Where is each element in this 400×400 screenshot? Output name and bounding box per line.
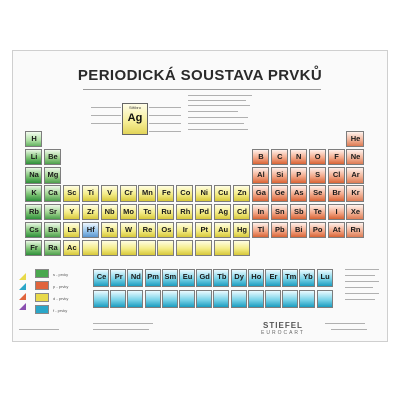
actinide-cell — [145, 290, 161, 308]
element-symbol: Na — [29, 170, 39, 180]
element-symbol: B — [258, 152, 264, 162]
element-cell — [328, 204, 345, 220]
element-cell — [138, 204, 155, 220]
element-cell — [346, 131, 363, 147]
element-cell — [346, 149, 363, 165]
element-cell — [214, 185, 231, 201]
element-symbol: O — [314, 152, 321, 162]
element-cell — [346, 185, 363, 201]
element-symbol: Mn — [142, 188, 153, 198]
element-symbol: Rn — [350, 224, 361, 234]
footer-text-line — [93, 323, 153, 324]
element-cell — [157, 204, 174, 220]
element-cell — [309, 204, 326, 220]
element-symbol: Al — [257, 170, 265, 180]
element-symbol: Rb — [29, 206, 40, 216]
info-text-line — [188, 117, 248, 118]
lanthanide-cell — [213, 269, 229, 287]
element-symbol: Lu — [320, 272, 330, 281]
element-symbol: Hf — [86, 224, 95, 234]
note-line — [345, 275, 375, 276]
lanthanide-cell — [179, 269, 195, 287]
element-symbol: Sr — [48, 206, 57, 216]
element-cell — [44, 204, 61, 220]
element-cell — [157, 240, 174, 256]
element-cell — [120, 240, 137, 256]
element-cell — [252, 149, 269, 165]
element-symbol: K — [31, 188, 37, 198]
element-cell — [233, 222, 250, 238]
element-symbol: Rh — [180, 206, 191, 216]
element-symbol: Ce — [96, 272, 107, 281]
element-symbol: La — [67, 224, 77, 234]
element-cell — [271, 185, 288, 201]
footer-text-line — [325, 323, 365, 324]
header-divider — [83, 89, 321, 90]
legend-triangle — [19, 273, 26, 280]
element-symbol: Nb — [104, 206, 115, 216]
element-symbol: Xe — [350, 206, 361, 216]
element-symbol: Ni — [200, 188, 208, 198]
element-symbol: Tm — [285, 272, 297, 281]
lanthanide-cell — [145, 269, 161, 287]
element-symbol: F — [334, 152, 339, 162]
element-symbol: Mg — [47, 170, 59, 180]
lanthanide-cell — [265, 269, 281, 287]
info-text-line — [188, 129, 248, 130]
info-text-line — [188, 95, 252, 96]
element-cell — [25, 185, 42, 201]
element-symbol: Se — [313, 188, 323, 198]
actinide-cell — [127, 290, 143, 308]
element-symbol: Mo — [123, 206, 134, 216]
element-cell — [290, 167, 307, 183]
element-cell — [233, 185, 250, 201]
element-symbol: In — [257, 206, 265, 216]
poster-title: PERIODICKÁ SOUSTAVA PRVKŮ — [77, 67, 323, 84]
element-symbol: V — [107, 188, 113, 198]
element-cell — [25, 240, 42, 256]
info-text-line — [188, 105, 250, 106]
legend-swatch — [35, 305, 49, 314]
element-cell — [252, 185, 269, 201]
element-cell — [328, 167, 345, 183]
element-cell — [25, 149, 42, 165]
annotation-line — [149, 131, 181, 132]
element-cell — [233, 240, 250, 256]
legend-triangle — [19, 303, 26, 310]
element-cell — [328, 149, 345, 165]
element-symbol: Re — [142, 224, 153, 234]
featured-element-symbol: Ag — [127, 112, 143, 124]
element-cell — [271, 222, 288, 238]
element-symbol: Ca — [48, 188, 58, 198]
element-cell — [195, 222, 212, 238]
element-cell — [25, 204, 42, 220]
info-text-line — [188, 100, 246, 101]
element-symbol: Pm — [147, 272, 159, 281]
lanthanide-cell — [162, 269, 178, 287]
element-symbol: Ga — [255, 188, 266, 198]
element-cell — [138, 222, 155, 238]
element-cell — [290, 222, 307, 238]
legend-swatch — [35, 269, 49, 278]
element-symbol: Br — [332, 188, 341, 198]
element-symbol: Y — [69, 206, 75, 216]
element-cell — [176, 222, 193, 238]
annotation-line — [91, 123, 121, 124]
element-symbol: Pd — [199, 206, 209, 216]
element-symbol: Cl — [332, 170, 341, 180]
element-cell — [101, 222, 118, 238]
element-symbol: Tl — [257, 224, 265, 234]
element-symbol: Sm — [164, 272, 177, 281]
element-cell — [63, 185, 80, 201]
element-cell — [328, 185, 345, 201]
element-symbol: Fr — [30, 242, 38, 252]
element-cell — [101, 240, 118, 256]
element-symbol: Cu — [218, 188, 229, 198]
annotation-line — [91, 115, 121, 116]
element-symbol: Ru — [161, 206, 172, 216]
actinide-cell — [231, 290, 247, 308]
element-symbol: Er — [269, 272, 278, 281]
element-symbol: Cd — [237, 206, 248, 216]
element-symbol: Ag — [218, 206, 229, 216]
element-cell — [44, 222, 61, 238]
element-symbol: N — [296, 152, 302, 162]
element-symbol: Cs — [29, 224, 39, 234]
element-symbol: Ac — [67, 242, 77, 252]
element-symbol: Au — [218, 224, 229, 234]
actinide-cell — [162, 290, 178, 308]
lanthanide-cell — [196, 269, 212, 287]
footer-text-line — [93, 329, 149, 330]
actinide-cell — [248, 290, 264, 308]
element-symbol: Dy — [234, 272, 244, 281]
element-symbol: Pr — [114, 272, 123, 281]
element-symbol: Ir — [182, 224, 188, 234]
legend-swatch — [35, 293, 49, 302]
element-cell — [309, 149, 326, 165]
element-cell — [252, 204, 269, 220]
note-line — [345, 281, 379, 282]
element-symbol: Co — [180, 188, 191, 198]
note-line — [345, 293, 379, 294]
element-symbol: Tb — [217, 272, 227, 281]
actinide-cell — [213, 290, 229, 308]
element-symbol: P — [296, 170, 302, 180]
element-cell — [44, 185, 61, 201]
element-cell — [82, 204, 99, 220]
element-symbol: C — [277, 152, 283, 162]
element-cell — [271, 149, 288, 165]
element-cell — [252, 222, 269, 238]
element-symbol: Ge — [274, 188, 285, 198]
element-cell — [63, 204, 80, 220]
element-symbol: W — [125, 224, 133, 234]
element-symbol: Pt — [200, 224, 208, 234]
element-cell — [25, 131, 42, 147]
element-cell — [157, 222, 174, 238]
element-cell — [290, 204, 307, 220]
legend-triangle — [19, 293, 26, 300]
element-cell — [44, 149, 61, 165]
element-symbol: I — [335, 206, 338, 216]
element-cell — [233, 204, 250, 220]
actinide-cell — [110, 290, 126, 308]
lanthanide-cell — [317, 269, 333, 287]
element-cell — [290, 149, 307, 165]
element-symbol: Os — [161, 224, 172, 234]
element-cell — [309, 185, 326, 201]
publisher-logo-top: STIEFEL — [263, 321, 303, 330]
legend-label: s - prvky — [53, 272, 69, 277]
element-cell — [346, 222, 363, 238]
actinide-cell — [317, 290, 333, 308]
annotation-line — [149, 115, 181, 116]
element-cell — [82, 240, 99, 256]
featured-element-card — [122, 103, 148, 135]
info-text-line — [188, 111, 238, 112]
actinide-cell — [299, 290, 315, 308]
periodic-table-poster — [12, 50, 388, 342]
annotation-line — [149, 107, 181, 108]
element-symbol: Sc — [67, 188, 77, 198]
element-symbol: Si — [276, 170, 284, 180]
element-symbol: Gd — [199, 272, 210, 281]
element-symbol: Pb — [275, 224, 285, 234]
element-symbol: Bi — [295, 224, 303, 234]
element-cell — [101, 204, 118, 220]
lanthanide-cell — [299, 269, 315, 287]
publisher-logo-bottom: EUROCART — [261, 330, 305, 336]
element-cell — [290, 185, 307, 201]
lanthanide-cell — [127, 269, 143, 287]
element-cell — [346, 204, 363, 220]
element-cell — [82, 185, 99, 201]
element-symbol: Nd — [130, 272, 141, 281]
element-cell — [195, 240, 212, 256]
element-symbol: Po — [312, 224, 323, 234]
element-symbol: Ti — [87, 188, 94, 198]
element-symbol: Yb — [303, 272, 313, 281]
legend-triangle — [19, 283, 26, 290]
element-cell — [138, 185, 155, 201]
lanthanide-cell — [93, 269, 109, 287]
element-cell — [176, 185, 193, 201]
annotation-line — [91, 107, 121, 108]
element-symbol: Be — [48, 152, 58, 162]
lanthanide-cell — [248, 269, 264, 287]
element-symbol: Sb — [293, 206, 304, 216]
element-symbol: At — [332, 224, 341, 234]
element-symbol: Ra — [48, 242, 58, 252]
element-symbol: Ho — [251, 272, 262, 281]
element-cell — [138, 240, 155, 256]
element-cell — [195, 185, 212, 201]
element-cell — [157, 185, 174, 201]
element-symbol: Tc — [143, 206, 152, 216]
lanthanide-cell — [110, 269, 126, 287]
element-symbol: H — [31, 134, 37, 143]
actinide-cell — [196, 290, 212, 308]
element-cell — [120, 185, 137, 201]
element-cell — [309, 167, 326, 183]
element-cell — [309, 222, 326, 238]
publisher-logo — [253, 321, 313, 337]
element-symbol: Fe — [162, 188, 171, 198]
element-symbol: Ne — [350, 152, 361, 162]
element-cell — [271, 167, 288, 183]
element-cell — [214, 222, 231, 238]
element-symbol: S — [315, 170, 321, 180]
element-cell — [346, 167, 363, 183]
element-cell — [120, 222, 137, 238]
note-line — [345, 269, 379, 270]
element-cell — [25, 167, 42, 183]
element-symbol: Sn — [275, 206, 285, 216]
element-symbol: Ba — [48, 224, 58, 234]
element-cell — [195, 204, 212, 220]
element-cell — [214, 204, 231, 220]
lanthanide-cell — [231, 269, 247, 287]
element-symbol: Zn — [237, 188, 247, 198]
actinide-cell — [282, 290, 298, 308]
element-symbol: Eu — [182, 272, 193, 281]
element-symbol: Hg — [237, 224, 248, 234]
legend-label: p - prvky — [53, 284, 69, 289]
element-cell — [63, 222, 80, 238]
element-cell — [328, 222, 345, 238]
element-symbol: Cr — [124, 188, 133, 198]
element-cell — [25, 222, 42, 238]
legend-swatch — [35, 281, 49, 290]
featured-element-name: Stříbro — [128, 105, 141, 110]
element-symbol: Ar — [351, 170, 360, 180]
actinide-cell — [265, 290, 281, 308]
element-cell — [120, 204, 137, 220]
element-cell — [63, 240, 80, 256]
element-symbol: As — [293, 188, 304, 198]
actinide-cell — [179, 290, 195, 308]
element-cell — [82, 222, 99, 238]
element-cell — [252, 167, 269, 183]
note-line — [345, 299, 375, 300]
legend-label: f - prvky — [53, 308, 68, 313]
lanthanide-cell — [282, 269, 298, 287]
note-line — [345, 287, 373, 288]
element-cell — [44, 167, 61, 183]
actinide-cell — [93, 290, 109, 308]
footer-text-line — [331, 329, 367, 330]
element-cell — [101, 185, 118, 201]
element-symbol: Kr — [351, 188, 360, 198]
info-text-line — [188, 123, 244, 124]
element-symbol: Te — [313, 206, 322, 216]
legend-label: d - prvky — [53, 296, 69, 301]
element-cell — [176, 240, 193, 256]
element-symbol: He — [350, 134, 361, 143]
element-cell — [44, 240, 61, 256]
element-symbol: Ta — [105, 224, 114, 234]
element-symbol: Li — [30, 152, 38, 162]
footer-text-line — [19, 329, 59, 330]
element-cell — [271, 204, 288, 220]
annotation-line — [149, 123, 181, 124]
element-cell — [176, 204, 193, 220]
element-cell — [214, 240, 231, 256]
element-symbol: Zr — [86, 206, 95, 216]
